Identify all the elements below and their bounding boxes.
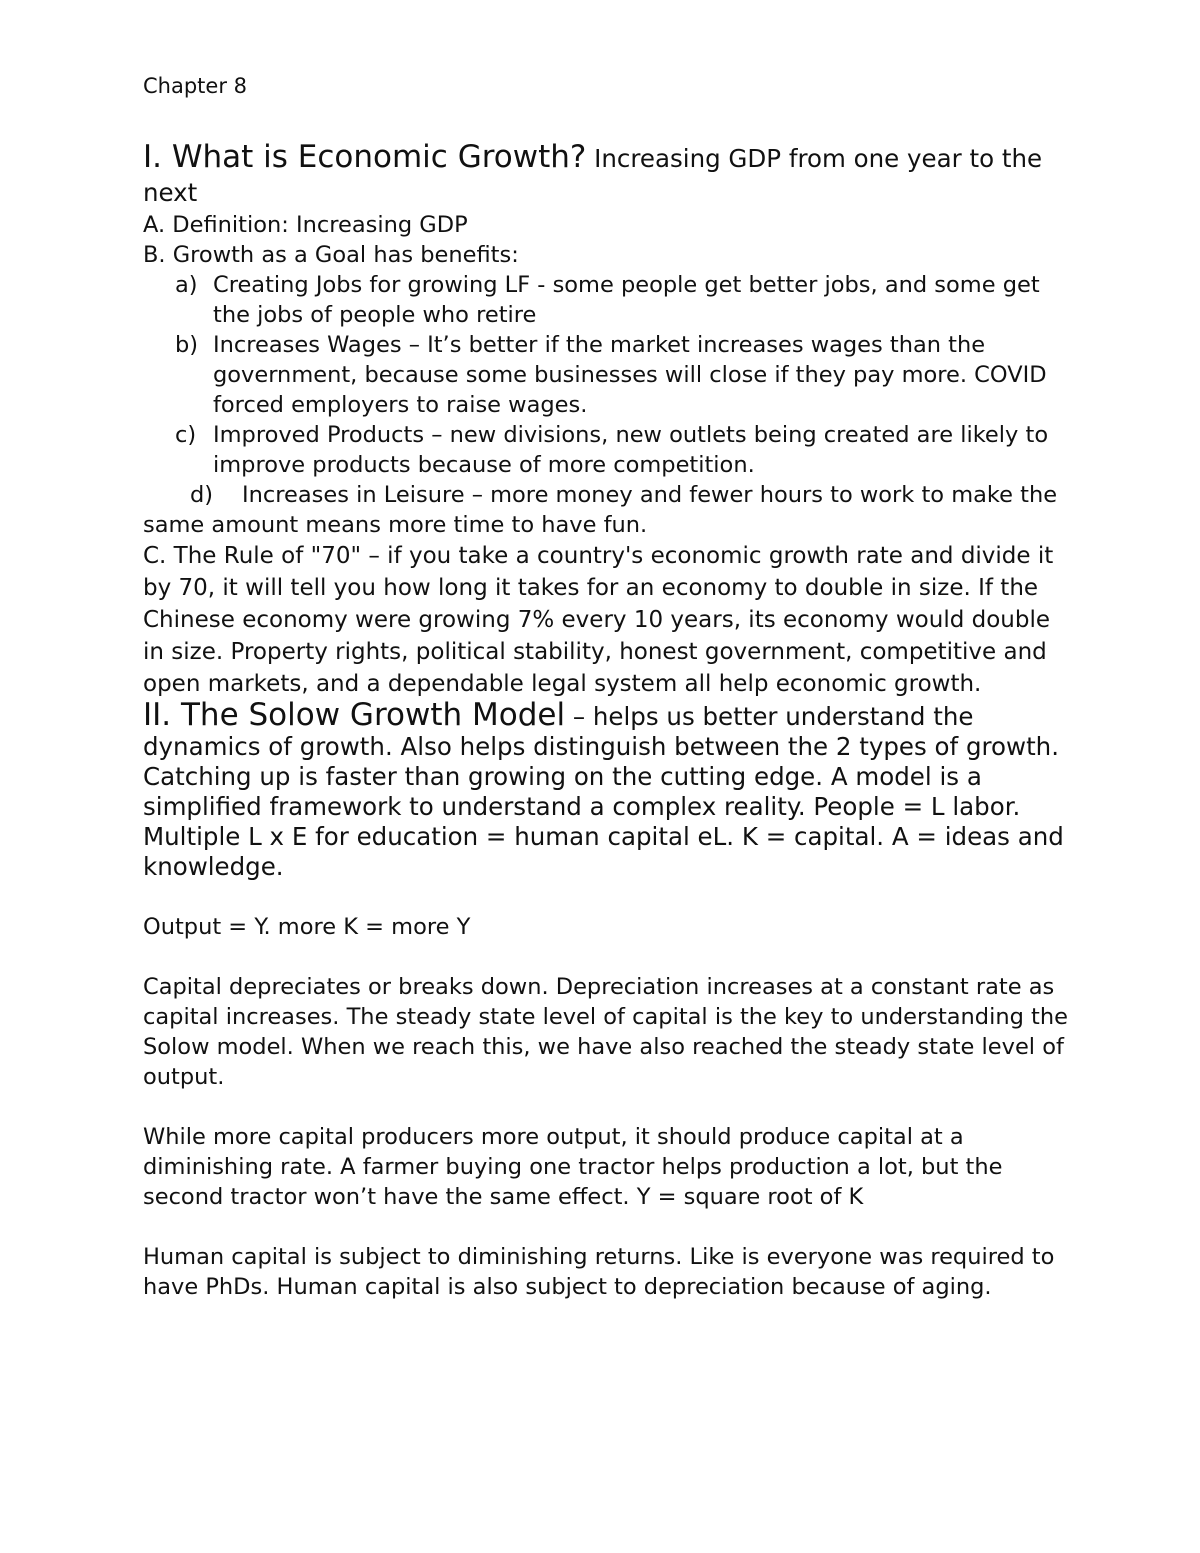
section-1-heading <box>143 140 1073 210</box>
list-item-label: d) <box>190 482 214 508</box>
section-1-point-c: C. The Rule of "70" – if you take a country's economic growth rate and divide it by 70, it will tell you how long it takes for an economy to double in size. If the Chinese economy were growing 7% every 10 years, its economy would double in size. Property rights, political stability, honest government, competitive and open markets, and a dependable legal system all help economic growth. <box>143 543 1054 697</box>
list-item-label: b) <box>175 332 199 358</box>
list-item-text: Increases in Leisure – more money and fewer hours to work to make the same amount means more time to have fun. <box>143 482 1058 538</box>
list-item <box>143 270 1073 330</box>
section-1-heading-title: I. What is Economic Growth? <box>143 139 587 175</box>
list-item <box>143 420 1073 480</box>
list-item-label: c) <box>175 422 197 448</box>
list-item-text: Improved Products – new divisions, new outlets being created are likely to improve products because of more competition. <box>213 422 1049 478</box>
paragraph: Capital depreciates or breaks down. Depreciation increases at a constant rate as capital increases. The steady state level of capital is the key to understanding the Solow model. When we reach this, we have also reached the steady state level of output. <box>143 974 1068 1090</box>
section-2-heading-title: II. The Solow Growth Model <box>143 697 566 733</box>
chapter-title: Chapter 8 <box>143 74 247 98</box>
list-item-text: Creating Jobs for growing LF - some people get better jobs, and some get the jobs of people who retire <box>213 272 1040 328</box>
section-2-heading <box>143 697 1073 882</box>
spacer <box>143 1212 1073 1242</box>
paragraph: Output = Y. more K = more Y <box>143 914 471 940</box>
spacer <box>143 1092 1073 1122</box>
spacer <box>143 942 1073 972</box>
list-item <box>143 330 1073 420</box>
section-1-point-a: A. Definition: Increasing GDP <box>143 212 468 238</box>
benefits-list <box>143 270 1073 480</box>
list-item-label: a) <box>175 272 198 298</box>
paragraph: While more capital producers more output, it should produce capital at a diminishing rate. A farmer buying one tractor helps production a lot, but the second tractor won’t have the same effect. Y = square root of K <box>143 1124 1003 1210</box>
list-item <box>143 480 1073 540</box>
section-1-heading-note: Increasing GDP from one year to the next <box>143 144 1043 207</box>
section-1-point-b: B. Growth as a Goal has benefits: <box>143 242 519 268</box>
section-2-heading-text: – helps us better understand the dynamics of growth. Also helps distinguish between the 2 types of growth. Catching up is faster than growing on the cutting edge. A model is a simplified framework to understand a complex reality. People = L labor. Multiple L x E for education = human capital eL. K = capital. A = ideas and knowledge. <box>143 702 1064 881</box>
document-body <box>143 140 1073 1302</box>
paragraph: Human capital is subject to diminishing returns. Like is everyone was required to have PhDs. Human capital is also subject to depreciation because of aging. <box>143 1244 1055 1300</box>
spacer <box>143 882 1073 912</box>
list-item-text: Increases Wages – It’s better if the market increases wages than the government, because some businesses will close if they pay more. COVID forced employers to raise wages. <box>213 332 1047 418</box>
